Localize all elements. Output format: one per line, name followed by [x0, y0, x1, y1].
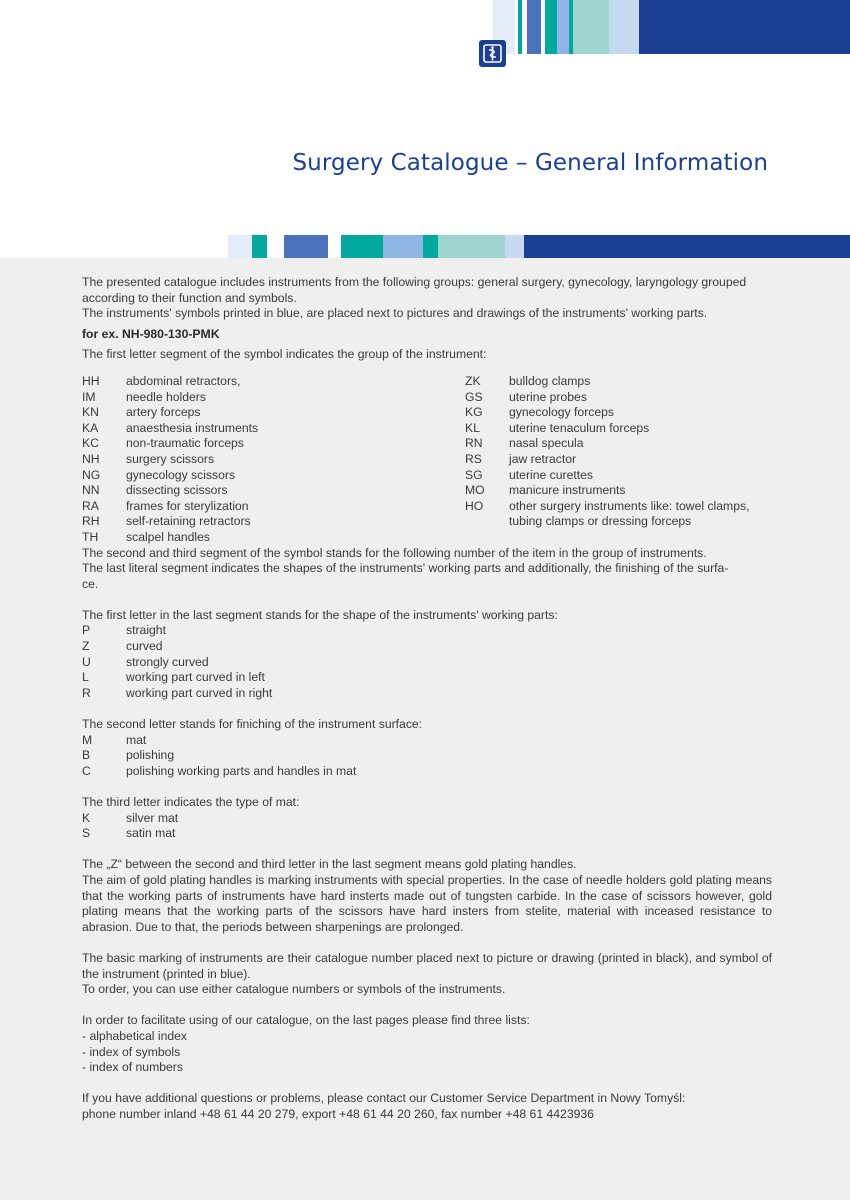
lists-heading: In order to facilitate using of our catalogue, on the last pages please find three lists:: [82, 1013, 530, 1028]
list-item: Z curved: [82, 639, 163, 654]
page-header: [0, 0, 850, 258]
list-item: - index of numbers: [82, 1060, 183, 1075]
decor-strip: [228, 235, 252, 258]
decor-strip: [557, 0, 569, 54]
list-item: RA frames for sterylization: [82, 498, 249, 513]
segment-text: ce.: [82, 576, 99, 591]
list-item: MO manicure instruments: [465, 483, 626, 498]
decor-strip: [341, 235, 383, 258]
segment-text: The second and third segment of the symbol stands for the following number of the item in the group of instruments.: [82, 545, 707, 560]
list-item: KG gynecology forceps: [465, 405, 615, 420]
mat-heading: The third letter indicates the type of mat:: [82, 795, 300, 809]
list-item: - index of symbols: [82, 1044, 181, 1059]
decor-strip: [573, 0, 609, 54]
list-item: P straight: [82, 623, 166, 638]
catalogue-content: [82, 275, 772, 1122]
first-segment-text: The first letter segment of the symbol indicates the group of the instrument:: [82, 347, 487, 362]
gold-paragraph: The aim of gold plating handles is marking instruments with special properties. In the case of needle holders gold plating means that the working parts of instruments have hard insterts made out of tungsten carbide. In the case of scissors however, gold plating means that the working parts of the scissors have hard insters from stelite, material with inceased resistance to abrasion. Due to that, the periods between sharpenings are prolonged.: [82, 872, 772, 934]
list-item: SG uterine curettes: [465, 467, 594, 482]
logo: [479, 40, 506, 67]
list-item: M mat: [82, 732, 147, 747]
decor-strip: [423, 235, 438, 258]
list-item: K silver mat: [82, 810, 179, 825]
decor-strip: [609, 0, 639, 54]
intro-line: The presented catalogue includes instruments from the following groups: general surgery, gynecology, laryngology grouped: [82, 275, 747, 289]
groups-right-column: [465, 374, 772, 546]
list-item: HH abdominal retractors,: [82, 373, 241, 388]
decor-strip: [639, 0, 850, 54]
shape-heading: The first letter in the last segment stands for the shape of the instruments' working parts:: [82, 607, 558, 622]
list-item: KL uterine tenaculum forceps: [465, 420, 650, 435]
list-item: KN artery forceps: [82, 405, 201, 420]
caduceus-icon: [482, 43, 503, 64]
list-item: RH self-retaining retractors: [82, 514, 251, 529]
list-item: RN nasal specula: [465, 436, 584, 451]
list-item: TH scalpel handles: [82, 529, 211, 544]
intro-line: according to their function and symbols.: [82, 290, 297, 305]
marking-paragraph: The basic marking of instruments are their catalogue number placed next to picture or drawing (printed in black), and symbol of the instrument (printed in blue).: [82, 950, 772, 981]
list-item: KA anaesthesia instruments: [82, 420, 259, 435]
list-item: R working part curved in right: [82, 685, 273, 700]
decor-strip: [527, 0, 541, 54]
instrument-groups: [82, 374, 772, 546]
list-item: RS jaw retractor: [465, 451, 577, 466]
list-item: U strongly curved: [82, 654, 209, 669]
list-item: HO other surgery instruments like: towel clamps,: [465, 498, 750, 513]
list-item: KC non-traumatic forceps: [82, 436, 244, 451]
list-item: B polishing: [82, 748, 175, 763]
intro-line: The instruments' symbols printed in blue, are placed next to pictures and drawings of the instruments' working parts.: [82, 306, 708, 321]
decor-strip: [505, 235, 524, 258]
decor-strip: [518, 0, 522, 54]
list-item: C polishing working parts and handles in mat: [82, 763, 357, 778]
list-item: GS uterine probes: [465, 389, 587, 404]
order-text: To order, you can use either catalogue numbers or symbols of the instruments.: [82, 982, 506, 997]
list-item: - alphabetical index: [82, 1028, 188, 1043]
contact-phone: phone number inland +48 61 44 20 279, export +48 61 44 20 260, fax number +48 61 4423936: [82, 1106, 594, 1121]
list-item: NH surgery scissors: [82, 451, 215, 466]
contact-text: If you have additional questions or problems, please contact our Customer Service Department in Nowy Tomyśl:: [82, 1091, 686, 1106]
page-title: Surgery Catalogue – General Information: [292, 150, 768, 176]
list-item: NG gynecology scissors: [82, 467, 236, 482]
gold-text: The „Z“ between the second and third letter in the last segment means gold plating handles.: [82, 857, 577, 872]
decor-strip: [383, 235, 423, 258]
segment-text: The last literal segment indicates the shapes of the instruments' working parts and additionally, the finishing of the surfa-: [82, 561, 729, 576]
list-item: ZK bulldog clamps: [465, 373, 591, 388]
list-item: NN dissecting scissors: [82, 483, 228, 498]
decor-strip: [284, 235, 328, 258]
decor-strip: [438, 235, 505, 258]
list-item: L working part curved in left: [82, 670, 265, 685]
list-item: S satin mat: [82, 826, 176, 841]
list-item: IM needle holders: [82, 389, 206, 404]
decor-strip: [545, 0, 557, 54]
surface-heading: The second letter stands for finiching of the instrument surface:: [82, 717, 423, 732]
list-item: tubing clamps or dressing forceps: [509, 514, 692, 529]
symbol-example: for ex. NH-980-130-PMK: [82, 326, 220, 341]
decor-strip: [252, 235, 267, 258]
groups-left-column: [82, 374, 465, 546]
decor-strip: [524, 235, 850, 258]
